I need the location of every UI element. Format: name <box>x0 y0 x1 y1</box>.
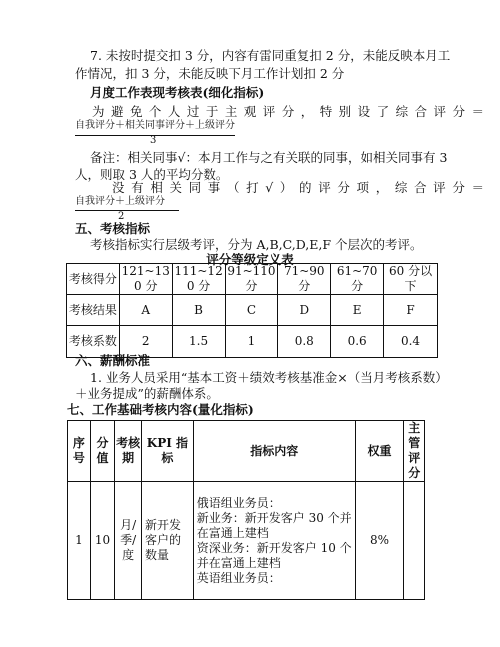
section7-heading: 七、工作基础考核内容(量化指标) <box>67 402 254 417</box>
formula1-denominator: 3 <box>150 135 157 146</box>
content-line: 俄语组业务员： <box>196 495 281 510</box>
note-line2: 人，则取 3 人的平均分数。 <box>75 167 229 182</box>
grade-cell: 0.6 <box>331 326 384 358</box>
content-line: 在富通上建档 <box>196 525 269 540</box>
grade-cell: 0.4 <box>384 326 438 358</box>
content-line: 新业务：新开发客户 30 个并 <box>196 510 352 525</box>
grade-cell: 2 <box>119 326 172 358</box>
grade-cell: 121~130 分 <box>119 264 172 295</box>
formula2-numerator: 自我评分＋上级评分 <box>75 196 165 207</box>
row-index: 1 <box>68 482 91 600</box>
formula2-fraction-bar <box>75 210 179 211</box>
item7-line2: 作情况，扣 3 分，未能反映下月工作计划扣 2 分 <box>75 66 345 81</box>
grade-row-result <box>67 295 438 326</box>
section5-body: 考核指标实行层级考评，分为 A,B,C,D,E,F 个层次的考评。 <box>90 237 423 252</box>
grade-row-score <box>67 264 438 295</box>
row-score: 10 <box>90 482 114 600</box>
grade-cell: 考核得分 <box>67 264 120 295</box>
grade-table-title: 评分等级定义表 <box>206 252 294 267</box>
header-index: 序号 <box>68 421 91 482</box>
row-weight: 8% <box>355 482 404 600</box>
content-line: 资深业务：新开发客户 10 个 <box>196 540 352 555</box>
grade-cell: E <box>331 295 384 326</box>
section6-line2: ＋业务提成”的薪酬体系。 <box>75 386 219 401</box>
section6-line1: 1. 业务人员采用“基本工资＋绩效考核基准金×（当月考核系数） <box>90 370 448 385</box>
grade-cell: B <box>172 295 225 326</box>
header-period: 考核期 <box>115 421 142 482</box>
item7-line1: 7. 未按时提交扣 3 分，内容有雷同重复扣 2 分，未能反映本月工 <box>90 48 451 63</box>
grade-cell: 0.8 <box>278 326 331 358</box>
formula1-text: 为避免个人过于主观评分，特别设了综合评分＝ <box>92 104 484 119</box>
row-period: 月/季/度 <box>115 482 142 600</box>
grade-cell: 91~110 分 <box>225 264 278 295</box>
grade-cell: C <box>225 295 278 326</box>
kpi-header-row <box>68 421 425 482</box>
grade-cell: 1.5 <box>172 326 225 358</box>
note-line1: 备注：相关同事√：本月工作与之有关联的同事，如相关同事有 3 <box>90 150 448 165</box>
monthly-table-title: 月度工作表现考核表(细化指标) <box>90 85 265 100</box>
content-line: 英语组业务员： <box>196 570 281 585</box>
header-supervisor: 主管评分 <box>404 421 425 482</box>
grade-cell: A <box>119 295 172 326</box>
content-line: 并在富通上建档 <box>196 555 281 570</box>
grade-cell: 61~70 分 <box>331 264 384 295</box>
row-supervisor <box>404 482 425 600</box>
grade-cell: F <box>384 295 438 326</box>
kpi-row-1 <box>68 482 425 600</box>
header-kpi: KPI 指标 <box>142 421 194 482</box>
grade-cell: 71~90 分 <box>278 264 331 295</box>
grade-cell: D <box>278 295 331 326</box>
grade-cell: 60 分以下 <box>384 264 438 295</box>
grade-cell: 111~120 分 <box>172 264 225 295</box>
grade-definition-table <box>66 263 438 358</box>
section6-heading: 六、薪酬标准 <box>75 353 151 368</box>
header-content: 指标内容 <box>193 421 355 482</box>
header-score: 分值 <box>90 421 114 482</box>
grade-cell: 考核系数 <box>67 326 120 358</box>
row-kpi: 新开发客户的数量 <box>142 482 194 600</box>
section5-heading: 五、考核指标 <box>75 221 151 236</box>
kpi-table <box>67 420 425 600</box>
grade-cell: 1 <box>225 326 278 358</box>
row-content <box>193 482 355 600</box>
formula1-numerator: 自我评分＋相关同事评分＋上级评分 <box>75 120 235 131</box>
formula2-denominator: 2 <box>118 211 125 222</box>
grade-cell: 考核结果 <box>67 295 120 326</box>
header-weight: 权重 <box>355 421 404 482</box>
formula2-text: 没有相关同事（打√）的评分项，综合评分＝ <box>112 180 484 195</box>
